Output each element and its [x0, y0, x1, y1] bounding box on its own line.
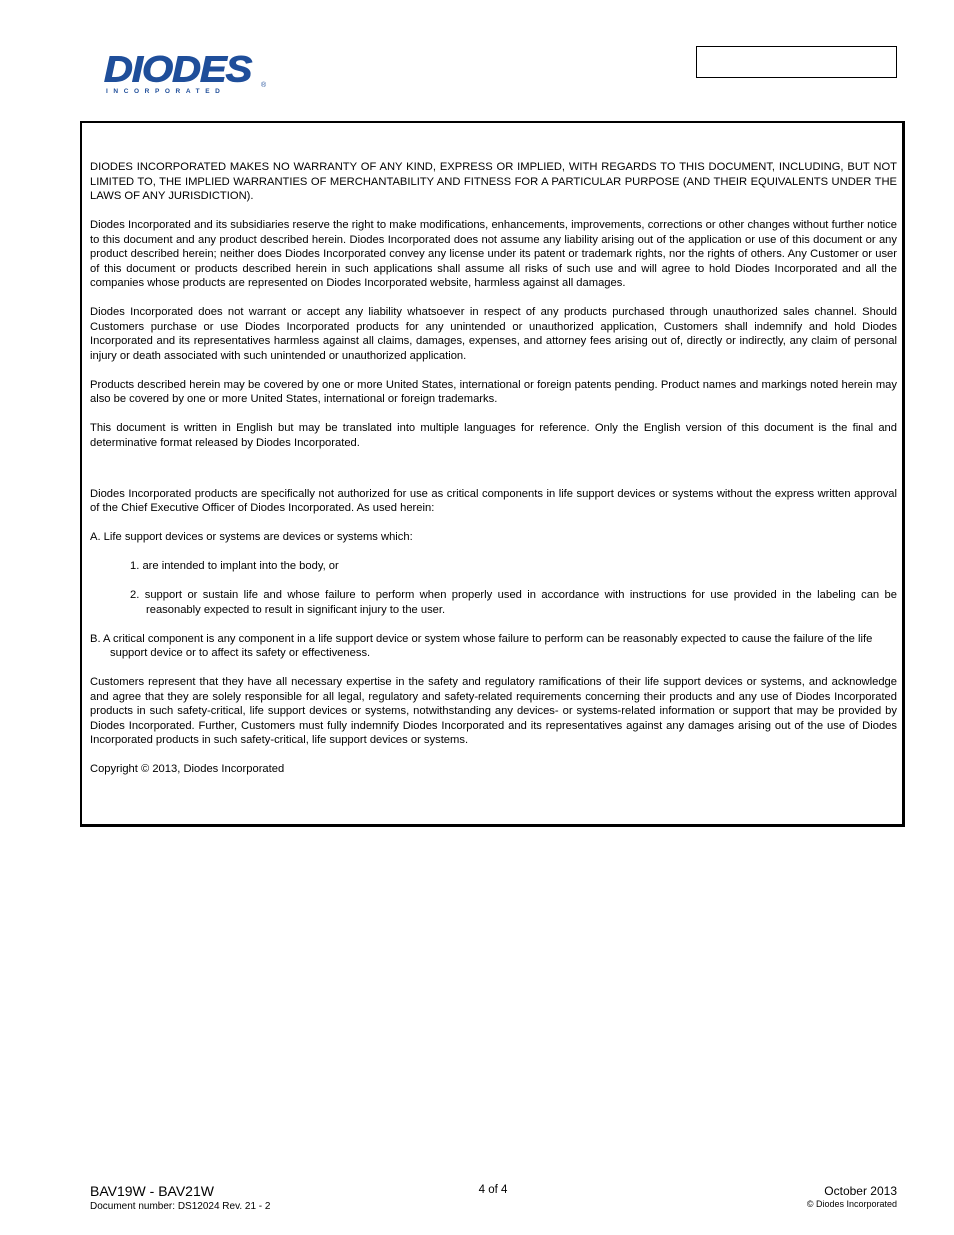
copyright-line: Copyright © 2013, Diodes Incorporated: [90, 763, 285, 775]
modifications-paragraph: Diodes Incorporated and its subsidiaries reserve the right to make modifications, enhancements, improvements, corrections or other changes without further notice to this document and any product described herein. Diodes Incorporated does not assume any liability arising out of the application or use of this document or any product described herein; neither does Diodes Incorporated convey any license under its patent or trademark rights, nor the rights of others. Any Customer or user of this document or products described herein in such applications shall assume all risks of such use and will agree to hold Diodes Incorporated and all the companies whose products are represented on Diodes Incorporated website, harmless against all damages.: [90, 219, 897, 289]
diodes-logo: [104, 52, 268, 98]
logo-wordmark: DIODES: [104, 50, 252, 90]
list-item-a1: 1. are intended to implant into the body, or: [130, 560, 339, 572]
logo-subtext: INCORPORATED: [106, 88, 226, 95]
footer-left: [90, 1183, 270, 1213]
unauthorized-channel-paragraph: Diodes Incorporated does not warrant or accept any liability whatsoever in respect of any products purchased through unauthorized sales channel. Should Customers purchase or use Diodes Incorporated products for any unintended or unauthorized application, Customers shall indemnify and hold Diodes Incorporated and its representatives harmless against all claims, damages, expenses, and attorney fees arising out of, directly or indirectly, any claim of personal injury or death associated with such unintended or unauthorized application.: [90, 306, 897, 362]
list-item-a2: 2. support or sustain life and whose failure to perform when properly used in accordance with instructions for use provided in the labeling can be reasonably expected to result in significant injury to the user.: [130, 589, 897, 616]
warranty-paragraph: DIODES INCORPORATED MAKES NO WARRANTY OF ANY KIND, EXPRESS OR IMPLIED, WITH REGARDS TO THIS DOCUMENT, INCLUDING, BUT NOT LIMITED TO, THE IMPLIED WARRANTIES OF MERCHANTABILITY AND FITNESS FOR A PARTICULAR PURPOSE (AND THEIR EQUIVALENTS UNDER THE LAWS OF ANY JURISDICTION).: [90, 161, 897, 202]
customers-paragraph: Customers represent that they have all necessary expertise in the safety and regulatory ramifications of their life support devices or systems, and acknowledge and agree that they are solely responsible for all legal, regulatory and safety-related requirements concerning their products and any use of Diodes Incorporated products in such safety-critical, life support devices or systems, notwithstanding any devices- or systems-related information or support that may be provided by Diodes Incorporated. Further, Customers must fully indemnify Diodes Incorporated and its representatives against any damages arising out of the use of Diodes Incorporated products in such safety-critical, life support devices or systems.: [90, 676, 897, 746]
footer-copyright: © Diodes Incorporated: [806, 1199, 897, 1209]
page-number: 4 of 4: [478, 1184, 508, 1196]
footer-date: October 2013: [824, 1184, 897, 1198]
footer-right: [807, 1184, 897, 1210]
header-empty-box: [696, 46, 897, 78]
list-item-b: B. A critical component is any component in a life support device or system whose failure to perform can be reasonably expected to cause the failure of the life support device or to affect its safety or effectiveness.: [90, 632, 873, 659]
language-paragraph: This document is written in English but may be translated into multiple languages for reference. Only the English version of this document is the final and determinative format released by Diodes Incorporated.: [90, 422, 897, 449]
patents-paragraph: Products described herein may be covered by one or more United States, international or foreign patents pending. Product names and markings noted herein may also be covered by one or more United States, international or foreign trademarks.: [90, 378, 897, 405]
life-support-intro-paragraph: Diodes Incorporated products are specifically not authorized for use as critical components in life support devices or systems without the express written approval of the Chief Executive Officer of Diodes Incorporated. As used herein:: [90, 487, 897, 514]
document-number: Document number: DS12024 Rev. 21 - 2: [90, 1201, 271, 1212]
list-item-a: A. Life support devices or systems are devices or systems which:: [90, 531, 413, 543]
part-number: BAV19W - BAV21W: [90, 1183, 214, 1199]
logo-registered-mark: ®: [261, 82, 267, 89]
important-notice: [90, 160, 897, 791]
section-gap: [90, 465, 897, 487]
